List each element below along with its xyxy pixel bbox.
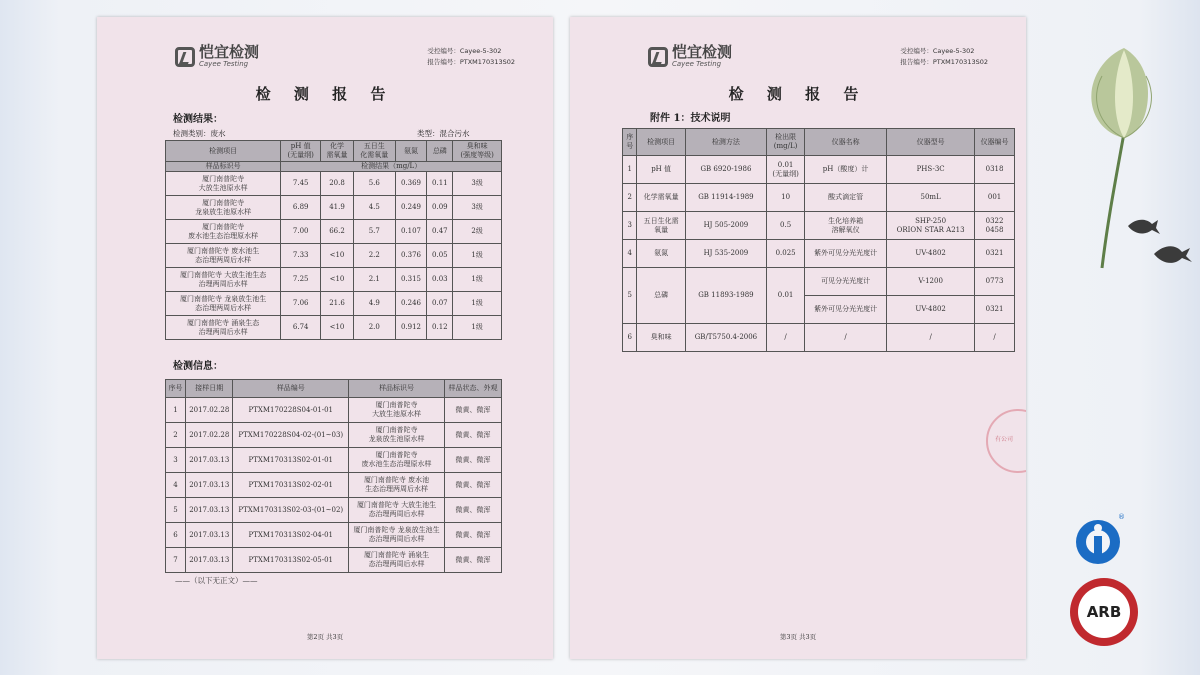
report-page-3 [570, 17, 1026, 659]
results-col-header: pH 值 (无量纲) [281, 141, 321, 162]
result-cell-sample: 厦门南普陀寺 龙泉放生池生 态治理两周后水样 [166, 292, 281, 316]
result-cell-odor: 1级 [453, 292, 502, 316]
report-meta [900, 46, 988, 68]
result-cell-bod: 4.5 [353, 196, 395, 220]
report-number: 报告编号：PTXM170313S02 [900, 58, 988, 66]
table-row [166, 423, 502, 448]
cayee-logo-icon [175, 47, 195, 67]
result-cell-tp: 0.12 [427, 316, 453, 340]
method-cell-method: GB 11893-1989 [685, 268, 766, 324]
method-cell-model: UV-4802 [887, 240, 975, 268]
info-cell-no: 1 [166, 398, 186, 423]
info-cell-date: 2017.03.13 [186, 548, 233, 573]
method-cell-limit: 0.01 [767, 268, 805, 324]
result-cell-ph: 7.45 [281, 172, 321, 196]
result-cell-bod: 5.7 [353, 220, 395, 244]
method-cell-method: GB 11914-1989 [685, 184, 766, 212]
method-cell-no: 2 [623, 184, 637, 212]
fish-decoration [1118, 208, 1200, 272]
table-row [623, 240, 1015, 268]
results-col-header: 总磷 [427, 141, 453, 162]
method-cell-no: 1 [623, 156, 637, 184]
method-col-header: 序 号 [623, 129, 637, 156]
method-cell-item: 化学需氧量 [637, 184, 685, 212]
table-row [166, 292, 502, 316]
page-title: 检 测 报 告 [255, 85, 395, 103]
report-number: 报告编号：PTXM170313S02 [427, 58, 515, 66]
category-label: 检测类别：废水 [173, 129, 226, 138]
method-cell-model: SHP-250 ORION STAR A213 [887, 212, 975, 240]
report-meta [427, 46, 515, 68]
method-cell-instr2: 紫外可见分光光度计 [805, 296, 887, 324]
result-cell-ph: 7.33 [281, 244, 321, 268]
method-cell-item: 五日生化需 氧量 [637, 212, 685, 240]
info-col-header: 样品状态、外观 [445, 380, 502, 398]
info-table [165, 379, 502, 573]
method-cell-instr: / [805, 324, 887, 352]
arb-badge-label: ARB [1086, 603, 1122, 621]
method-cell-model2: UV-4802 [887, 296, 975, 324]
method-cell-model: PHS-3C [887, 156, 975, 184]
info-cell-sample: 厦门南普陀寺 大放生池生 态治理两周后水样 [349, 498, 445, 523]
results-col-header: 检测项目 [166, 141, 281, 162]
results-heading: 检测结果： [173, 114, 223, 125]
result-cell-sample: 厦门南普陀寺 大放生池原水样 [166, 172, 281, 196]
method-cell-instr: 酸式滴定管 [805, 184, 887, 212]
method-col-header: 仪器型号 [887, 129, 975, 156]
info-cell-state: 微黄、微浑 [445, 398, 502, 423]
result-cell-bod: 5.6 [353, 172, 395, 196]
result-cell-ph: 6.89 [281, 196, 321, 220]
result-cell-bod: 4.9 [353, 292, 395, 316]
page-footer: 第2页 共3页 [306, 633, 344, 641]
info-cell-no: 5 [166, 498, 186, 523]
registered-mark: ® [1118, 513, 1125, 521]
info-cell-sample: 厦门南普陀寺 废水池 生态治理两周后水样 [349, 473, 445, 498]
info-cell-no: 3 [166, 448, 186, 473]
method-cell-item: 总磷 [637, 268, 685, 324]
method-cell-item: 氨氮 [637, 240, 685, 268]
table-row [623, 212, 1015, 240]
info-cell-code: PTXM170313S02-02-01 [233, 473, 349, 498]
result-cell-ph: 7.25 [281, 268, 321, 292]
method-cell-method: HJ 505-2009 [685, 212, 766, 240]
results-col-header: 五日生 化需氧量 [353, 141, 395, 162]
info-cell-no: 4 [166, 473, 186, 498]
result-cell-cod: 21.6 [321, 292, 354, 316]
info-cell-date: 2017.03.13 [186, 473, 233, 498]
result-cell-tp: 0.09 [427, 196, 453, 220]
table-row [166, 498, 502, 523]
report-page-2 [97, 17, 553, 659]
result-cell-cod: 66.2 [321, 220, 354, 244]
table-row [166, 548, 502, 573]
stamp-text: 有公司 [995, 436, 1014, 443]
results-col-header: 臭和味 (强度等级) [453, 141, 502, 162]
table-row [623, 268, 1015, 296]
info-cell-code: PTXM170228S04-02-(01~03) [233, 423, 349, 448]
info-col-header: 序号 [166, 380, 186, 398]
info-cell-code: PTXM170313S02-04-01 [233, 523, 349, 548]
accept-number: 受控编号：Cayee-5-302 [900, 47, 975, 55]
info-cell-state: 微黄、微浑 [445, 448, 502, 473]
arb-badge [1070, 578, 1138, 646]
method-col-header: 检测项目 [637, 129, 685, 156]
result-cell-odor: 3级 [453, 172, 502, 196]
method-cell-item: 臭和味 [637, 324, 685, 352]
method-cell-id: / [975, 324, 1015, 352]
result-cell-cod: <10 [321, 244, 354, 268]
result-cell-cod: <10 [321, 268, 354, 292]
info-cell-date: 2017.02.28 [186, 398, 233, 423]
result-cell-cod: 41.9 [321, 196, 354, 220]
unit-label: 检测结果（mg/L） [281, 162, 502, 172]
method-cell-model: V-1200 [887, 268, 975, 296]
method-cell-method: GB/T5750.4-2006 [685, 324, 766, 352]
logo-en-text: Cayee Testing [672, 60, 722, 68]
method-cell-limit: / [767, 324, 805, 352]
method-cell-limit: 0.5 [767, 212, 805, 240]
table-row [166, 398, 502, 423]
method-cell-instr: pH（酸度）计 [805, 156, 887, 184]
info-cell-state: 微黄、微浑 [445, 523, 502, 548]
table-row [623, 184, 1015, 212]
result-cell-ph: 6.74 [281, 316, 321, 340]
logo-cn-text: 恺宜检测 [672, 43, 733, 61]
method-cell-instr: 生化培养箱 溶解氧仪 [805, 212, 887, 240]
info-col-header: 接样日期 [186, 380, 233, 398]
method-cell-no: 4 [623, 240, 637, 268]
info-cell-date: 2017.03.13 [186, 498, 233, 523]
result-cell-bod: 2.0 [353, 316, 395, 340]
info-cell-date: 2017.02.28 [186, 423, 233, 448]
result-cell-nh3: 0.249 [395, 196, 427, 220]
method-cell-limit: 0.01 (无量纲) [767, 156, 805, 184]
table-row [623, 156, 1015, 184]
method-cell-id: 0773 [975, 268, 1015, 296]
method-cell-id: 0322 0458 [975, 212, 1015, 240]
info-cell-code: PTXM170313S02-01-01 [233, 448, 349, 473]
method-cell-id: 0321 [975, 240, 1015, 268]
result-cell-cod: <10 [321, 316, 354, 340]
info-cell-code: PTXM170313S02-03-(01~02) [233, 498, 349, 523]
method-cell-id2: 0321 [975, 296, 1015, 324]
method-cell-no: 3 [623, 212, 637, 240]
result-cell-bod: 2.2 [353, 244, 395, 268]
appendix-heading: 附件 1：技术说明 [650, 113, 731, 124]
table-row [166, 196, 502, 220]
result-cell-odor: 3级 [453, 196, 502, 220]
result-cell-tp: 0.03 [427, 268, 453, 292]
result-cell-nh3: 0.107 [395, 220, 427, 244]
info-cell-sample: 厦门南普陀寺 大放生池原水样 [349, 398, 445, 423]
info-cell-no: 7 [166, 548, 186, 573]
result-cell-odor: 1级 [453, 316, 502, 340]
page-title: 检 测 报 告 [728, 85, 868, 103]
result-cell-sample: 厦门南普陀寺 废水池生 态治理两周后水样 [166, 244, 281, 268]
info-cell-state: 微黄、微浑 [445, 548, 502, 573]
info-cell-state: 微黄、微浑 [445, 423, 502, 448]
info-cell-state: 微黄、微浑 [445, 498, 502, 523]
method-cell-method: GB 6920-1986 [685, 156, 766, 184]
method-col-header: 检出限 (mg/L) [767, 129, 805, 156]
method-cell-id: 0318 [975, 156, 1015, 184]
info-cell-code: PTXM170313S02-05-01 [233, 548, 349, 573]
result-cell-tp: 0.07 [427, 292, 453, 316]
method-cell-limit: 0.025 [767, 240, 805, 268]
type-label: 类型：混合污水 [417, 129, 470, 138]
method-cell-limit: 10 [767, 184, 805, 212]
info-cell-code: PTXM170228S04-01-01 [233, 398, 349, 423]
logo-cn-text: 恺宜检测 [199, 43, 260, 61]
result-cell-cod: 20.8 [321, 172, 354, 196]
result-cell-nh3: 0.912 [395, 316, 427, 340]
info-cell-date: 2017.03.13 [186, 448, 233, 473]
info-cell-sample: 厦门南普陀寺 废水池生态治理原水样 [349, 448, 445, 473]
method-cell-no: 6 [623, 324, 637, 352]
method-cell-method: HJ 535-2009 [685, 240, 766, 268]
method-table [622, 128, 1015, 352]
result-cell-sample: 厦门南普陀寺 废水池生态治理原水样 [166, 220, 281, 244]
table-row [166, 268, 502, 292]
method-cell-item: pH 值 [637, 156, 685, 184]
cayee-logo [648, 45, 732, 68]
table-row [166, 172, 502, 196]
result-cell-tp: 0.47 [427, 220, 453, 244]
method-cell-model: 50mL [887, 184, 975, 212]
table-row [166, 473, 502, 498]
result-cell-nh3: 0.315 [395, 268, 427, 292]
table-row [166, 316, 502, 340]
result-cell-sample: 厦门南普陀寺 涌泉生态 治理两周后水样 [166, 316, 281, 340]
result-cell-nh3: 0.369 [395, 172, 427, 196]
result-cell-tp: 0.05 [427, 244, 453, 268]
method-cell-id: 001 [975, 184, 1015, 212]
info-cell-state: 微黄、微浑 [445, 473, 502, 498]
table-row [166, 448, 502, 473]
result-cell-ph: 7.06 [281, 292, 321, 316]
result-cell-bod: 2.1 [353, 268, 395, 292]
accept-number: 受控编号：Cayee-5-302 [427, 47, 502, 55]
method-cell-model: / [887, 324, 975, 352]
method-cell-instr: 可见分光光度计 [805, 268, 887, 296]
result-cell-sample: 厦门南普陀寺 大放生池生态 治理两周后水样 [166, 268, 281, 292]
cayee-logo [175, 45, 259, 68]
info-cell-no: 2 [166, 423, 186, 448]
results-col-header: 氨氮 [395, 141, 427, 162]
info-cell-sample: 厦门南普陀寺 龙泉放生池生 态治理两周后水样 [349, 523, 445, 548]
method-cell-instr: 紫外可见分光光度计 [805, 240, 887, 268]
table-row [623, 324, 1015, 352]
method-cell-no: 5 [623, 268, 637, 324]
results-table [165, 140, 502, 340]
info-col-header: 样品编号 [233, 380, 349, 398]
method-col-header: 仪器编号 [975, 129, 1015, 156]
cayee-logo-icon [648, 47, 668, 67]
table-row [166, 244, 502, 268]
result-cell-sample: 厦门南普陀寺 龙泉放生池原水样 [166, 196, 281, 220]
info-cell-sample: 厦门南普陀寺 涌泉生 态治理两周后水样 [349, 548, 445, 573]
method-col-header: 检测方法 [685, 129, 766, 156]
result-cell-tp: 0.11 [427, 172, 453, 196]
info-cell-no: 6 [166, 523, 186, 548]
table-row [166, 220, 502, 244]
info-col-header: 样品标识号 [349, 380, 445, 398]
sample-col-label: 样品标识号 [166, 162, 281, 172]
end-of-text: ——（以下无正文）—— [175, 576, 258, 585]
result-cell-ph: 7.00 [281, 220, 321, 244]
results-col-header: 化学 需氧量 [321, 141, 354, 162]
info-heading: 检测信息： [173, 361, 223, 372]
info-cell-sample: 厦门南普陀寺 龙泉放生池原水样 [349, 423, 445, 448]
result-cell-odor: 1级 [453, 268, 502, 292]
info-cell-date: 2017.03.13 [186, 523, 233, 548]
page-footer: 第3页 共3页 [779, 633, 817, 641]
result-cell-nh3: 0.376 [395, 244, 427, 268]
method-col-header: 仪器名称 [805, 129, 887, 156]
logo-en-text: Cayee Testing [199, 60, 249, 68]
result-cell-nh3: 0.246 [395, 292, 427, 316]
result-cell-odor: 2级 [453, 220, 502, 244]
table-row [166, 523, 502, 548]
result-cell-odor: 1级 [453, 244, 502, 268]
